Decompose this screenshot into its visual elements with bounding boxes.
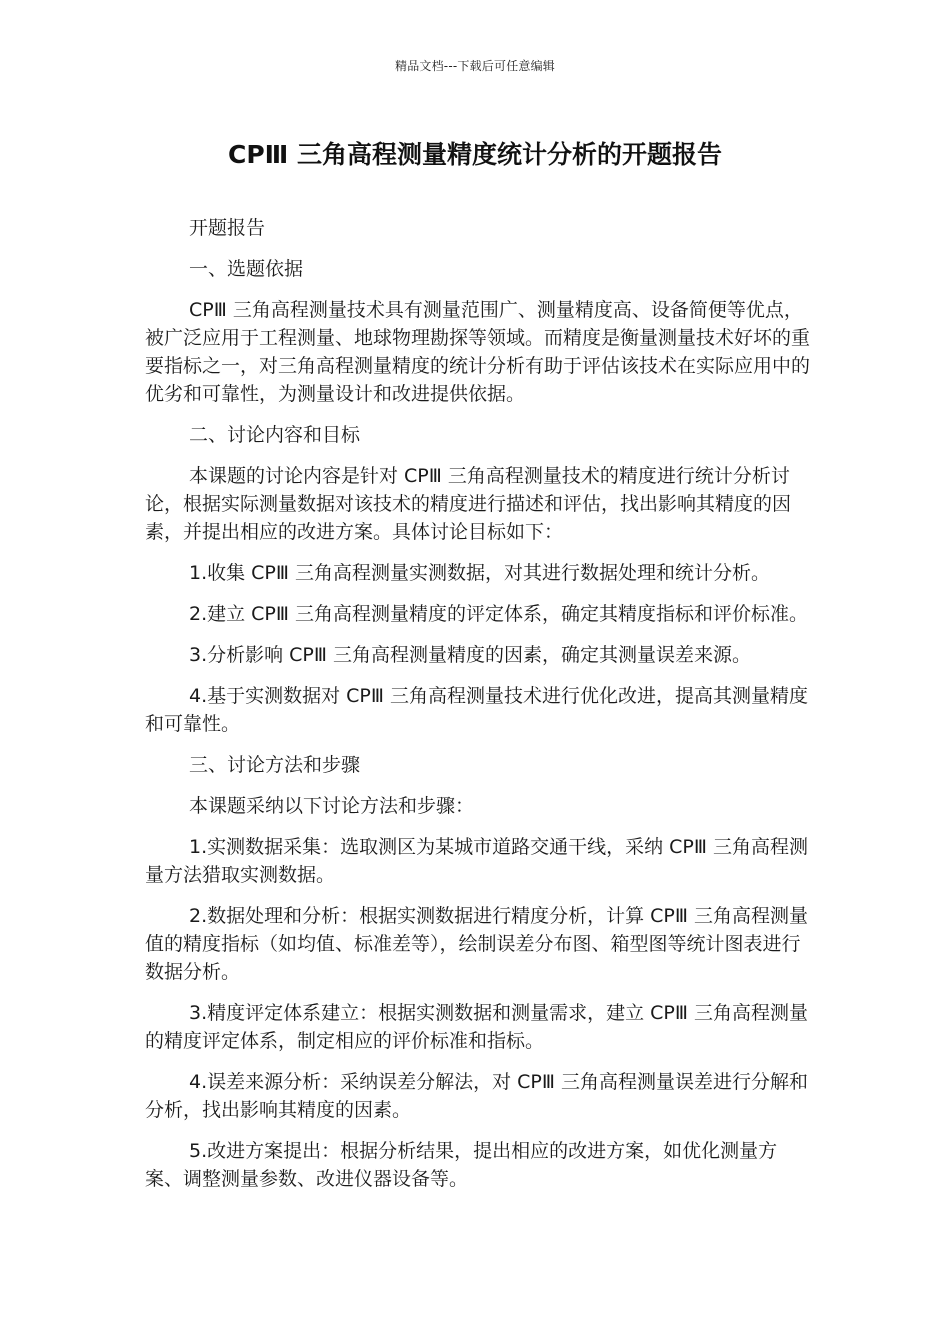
header-note: 精品文档---下载后可任意编辑 xyxy=(395,59,555,73)
method-step-2: 2.数据处理和分析：根据实测数据进行精度分析，计算 CPⅢ 三角高程测量值的精度指标（如均值、标准差等），绘制误差分布图、箱型图等统计图表进行数据分析。 xyxy=(145,905,809,983)
method-step-3: 3.精度评定体系建立：根据实测数据和测量需求，建立 CPⅢ 三角高程测量的精度评定体系，制定相应的评价标准和指标。 xyxy=(145,1002,809,1052)
paragraph-report-label: 开题报告 xyxy=(189,217,266,239)
method-step-4: 4.误差来源分析：采纳误差分解法，对 CPⅢ 三角高程测量误差进行分解和分析，找出影响其精度的因素。 xyxy=(145,1071,809,1121)
section-heading-methods: 三、讨论方法和步骤 xyxy=(189,754,361,776)
section-heading-basis: 一、选题依据 xyxy=(189,258,304,280)
document-title: CPⅢ 三角高程测量精度统计分析的开题报告 xyxy=(227,140,722,169)
paragraph-methods-intro: 本课题采纳以下讨论方法和步骤： xyxy=(189,795,475,817)
section-heading-content-goals: 二、讨论内容和目标 xyxy=(189,424,361,446)
method-step-5: 5.改进方案提出：根据分析结果，提出相应的改进方案，如优化测量方案、调整测量参数、改进仪器设备等。 xyxy=(145,1140,778,1190)
paragraph-content: 本课题的讨论内容是针对 CPⅢ 三角高程测量技术的精度进行统计分析讨论，根据实际测量数据对该技术的精度进行描述和评估，找出影响其精度的因素，并提出相应的改进方案。具体讨论目标如下： xyxy=(145,465,792,543)
goal-item-4: 4.基于实测数据对 CPⅢ 三角高程测量技术进行优化改进，提高其测量精度和可靠性。 xyxy=(145,685,809,735)
method-step-1: 1.实测数据采集：选取测区为某城市道路交通干线，采纳 CPⅢ 三角高程测量方法猎取实测数据。 xyxy=(145,836,809,886)
document-body xyxy=(145,214,815,1206)
goal-item-3: 3.分析影响 CPⅢ 三角高程测量精度的因素，确定其测量误差来源。 xyxy=(189,644,752,666)
goal-item-1: 1.收集 CPⅢ 三角高程测量实测数据，对其进行数据处理和统计分析。 xyxy=(189,562,771,584)
goal-item-2: 2.建立 CPⅢ 三角高程测量精度的评定体系，确定其精度指标和评价标准。 xyxy=(189,603,809,625)
paragraph-basis: CPⅢ 三角高程测量技术具有测量范围广、测量精度高、设备简便等优点，被广泛应用于工程测量、地球物理勘探等领域。而精度是衡量测量技术好坏的重要指标之一，对三角高程测量精度的统计分析有助于评估该技术在实际应用中的优劣和可靠性，为测量设计和改进提供依据。 xyxy=(145,299,811,405)
